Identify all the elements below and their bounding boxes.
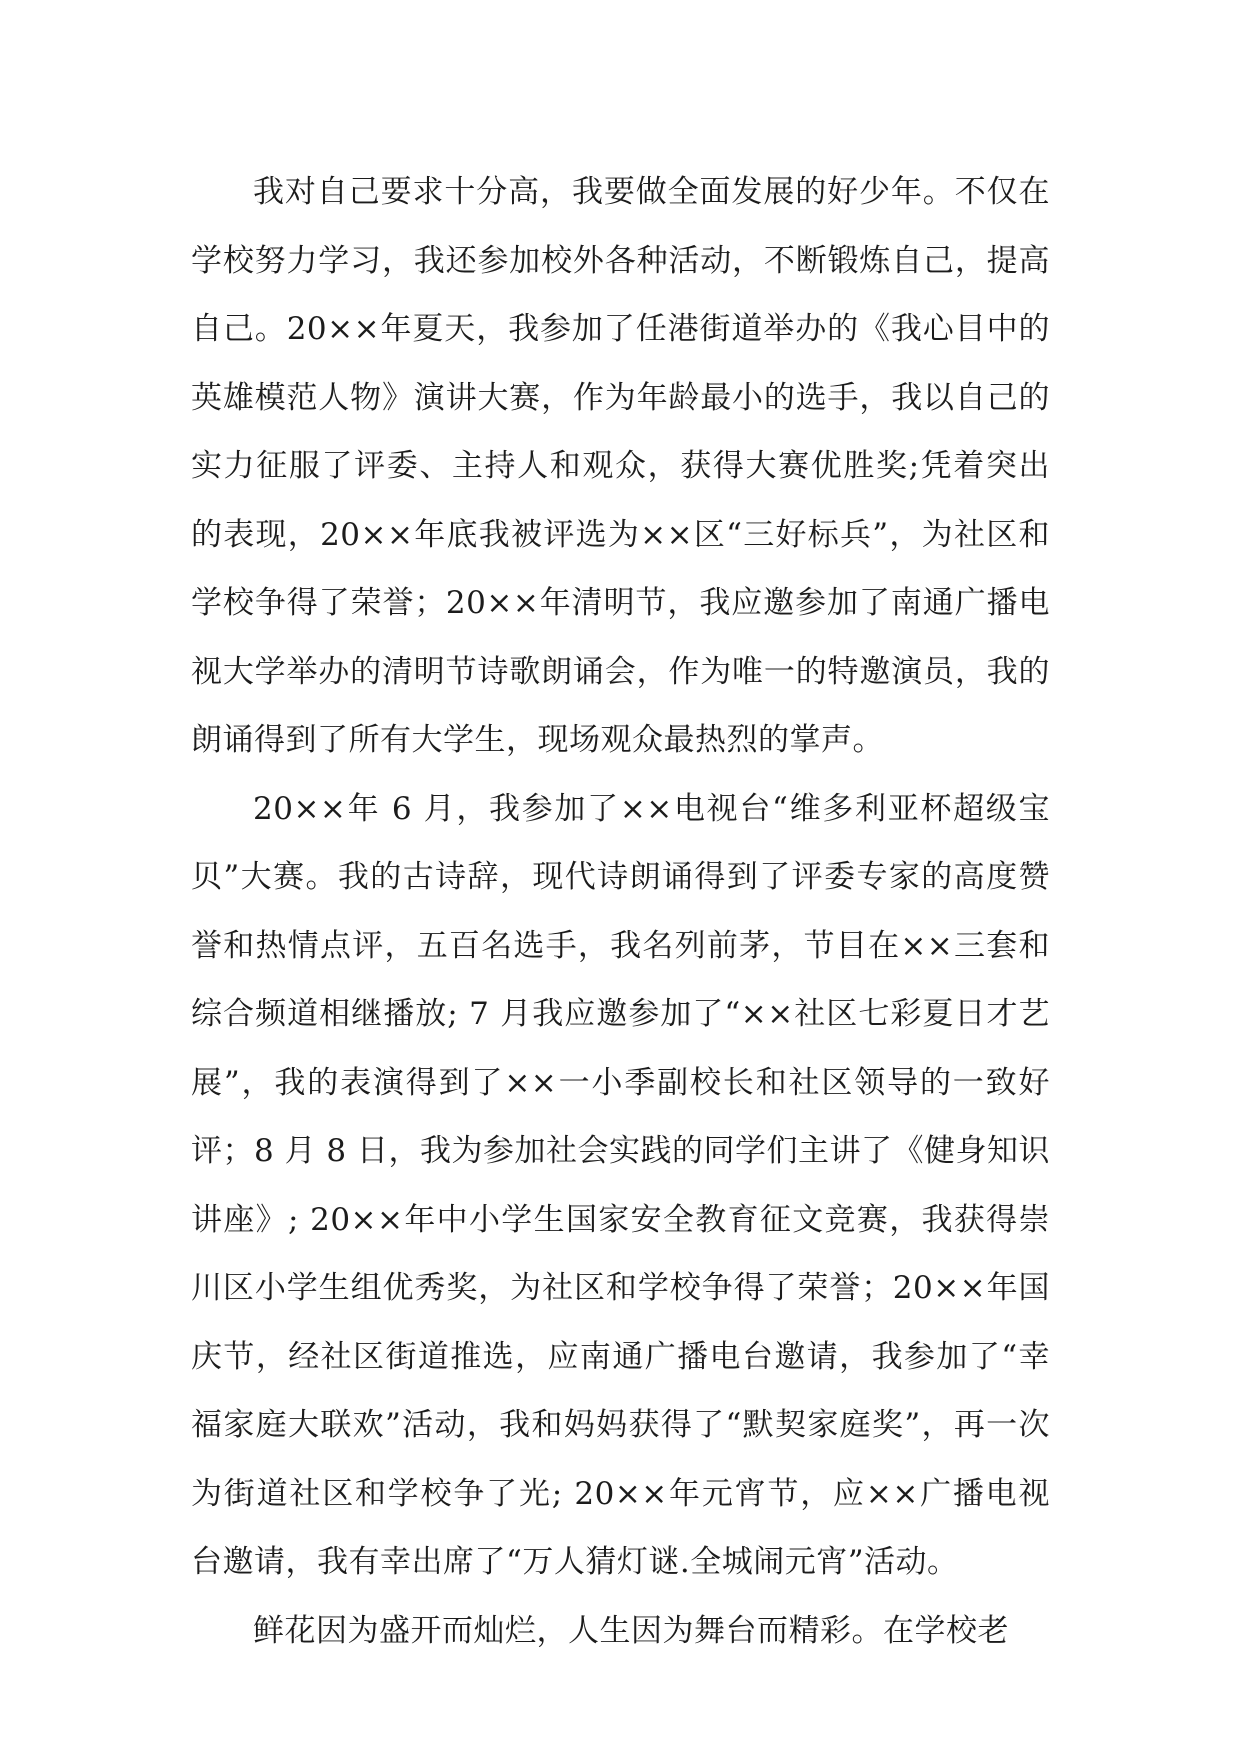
document-body [191,158,1050,1665]
paragraph-2: 20××年 6 月，我参加了××电视台“维多利亚杯超级宝贝”大赛。我的古诗辞，现代诗朗诵得到了评委专家的高度赞誉和热情点评，五百名选手，我名列前茅，节目在××三套和综合频道相继播放; 7 月我应邀参加了“××社区七彩夏日才艺展”，我的表演得到了××一小季副校长和社区领导的一致好评；8 月 8 日，我为参加社会实践的同学们主讲了《健身知识讲座》; 20××年中小学生国家安全教育征文竞赛，我获得崇川区小学生组优秀奖，为社区和学校争得了荣誉；20××年国庆节，经社区街道推选，应南通广播电台邀请，我参加了“幸福家庭大联欢”活动，我和妈妈获得了“默契家庭奖”，再一次为街道社区和学校争了光; 20××年元宵节，应××广播电视台邀请，我有幸出席了“万人猜灯谜.全城闹元宵”活动。 [191,790,1051,1580]
paragraph-3: 鲜花因为盛开而灿烂，人生因为舞台而精彩。在学校老 [253,1612,1009,1649]
paragraph-1: 我对自己要求十分高，我要做全面发展的好少年。不仅在学校努力学习，我还参加校外各种活动，不断锻炼自己，提高自己。20××年夏天，我参加了任港街道举办的《我心目中的英雄模范人物》演讲大赛，作为年龄最小的选手，我以自己的实力征服了评委、主持人和观众，获得大赛优胜奖;凭着突出的表现，20××年底我被评选为××区“三好标兵”，为社区和学校争得了荣誉；20××年清明节，我应邀参加了南通广播电视大学举办的清明节诗歌朗诵会，作为唯一的特邀演员，我的朗诵得到了所有大学生，现场观众最热烈的掌声。 [191,174,1050,758]
